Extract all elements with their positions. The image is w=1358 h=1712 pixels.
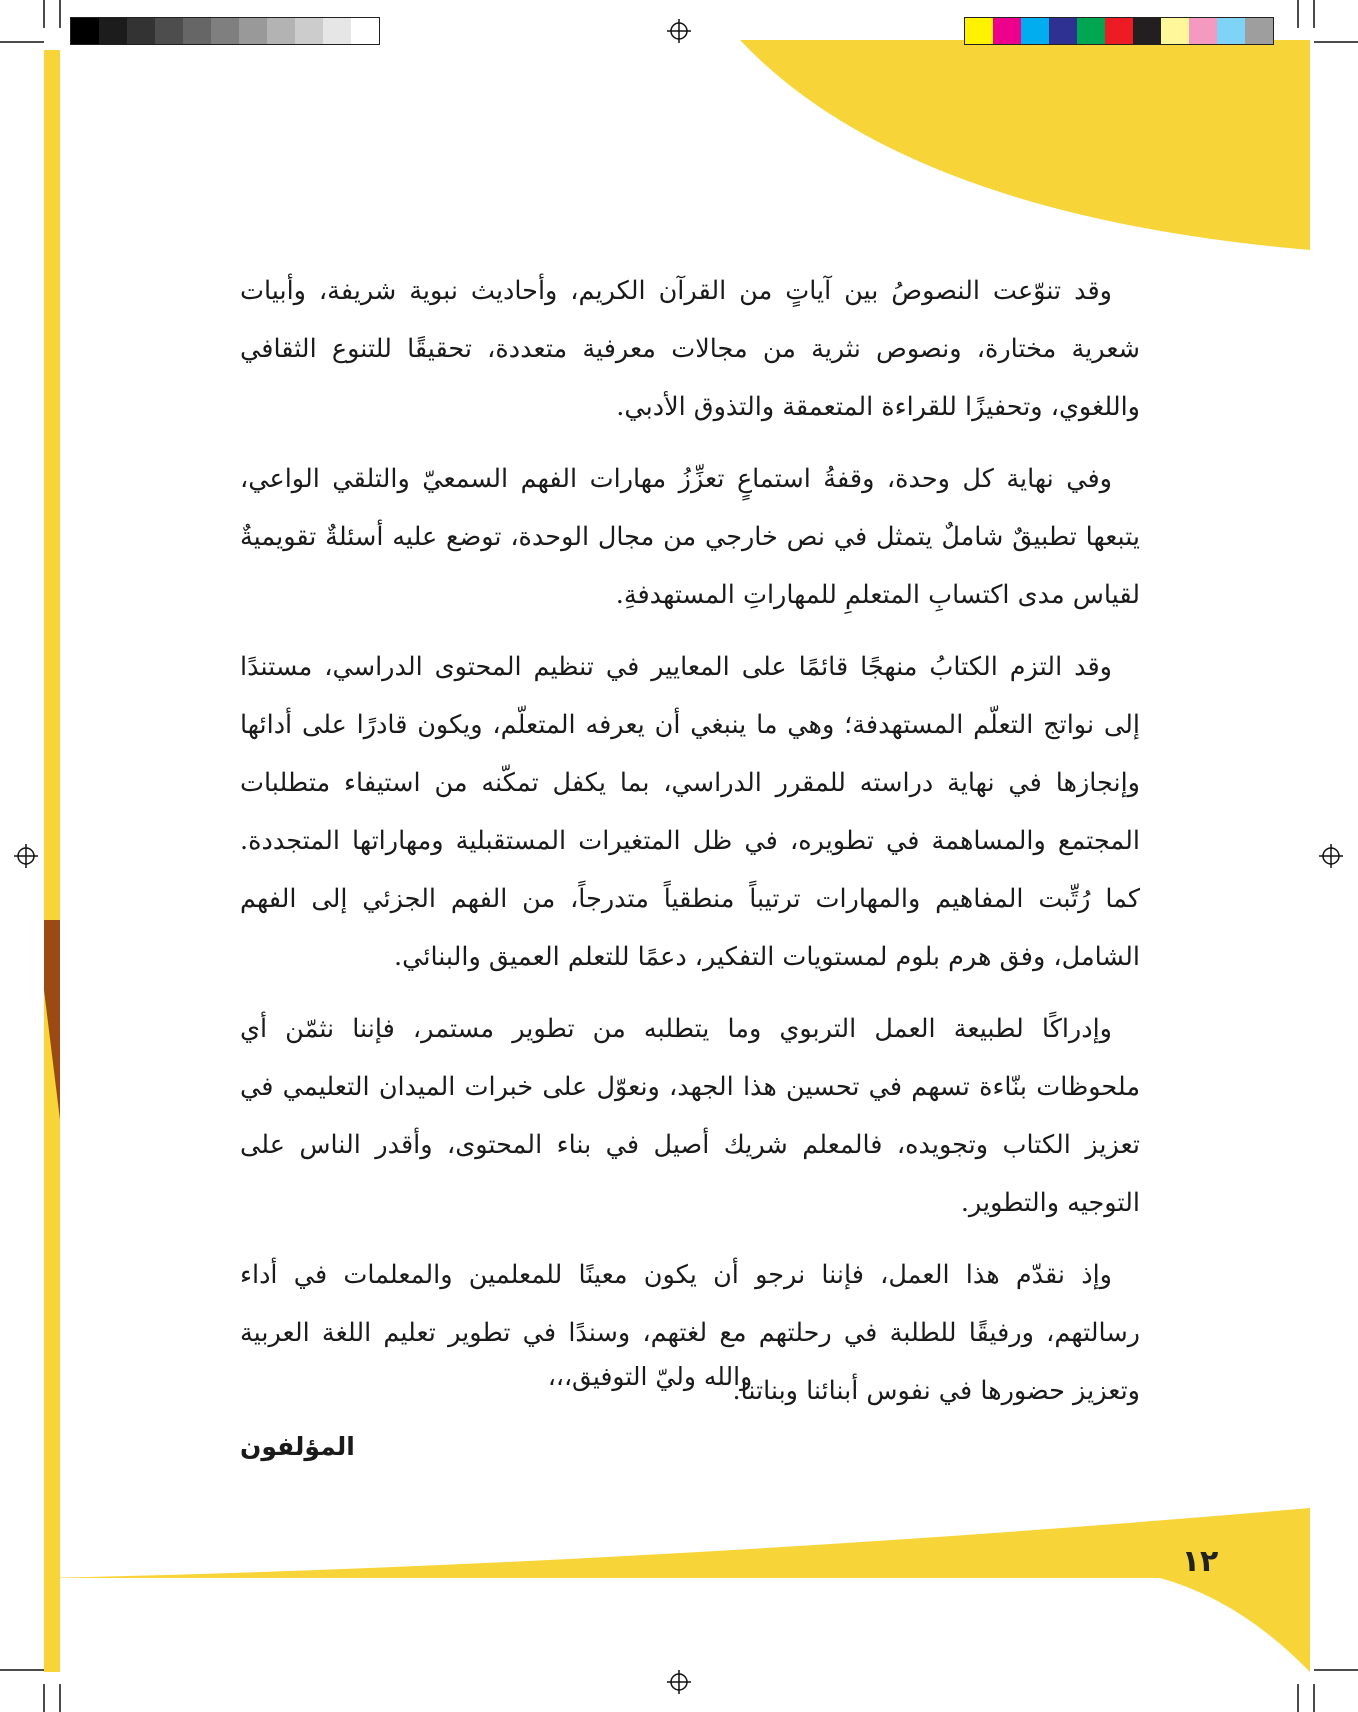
- paragraph-1: وقد تنوّعت النصوصُ بين آياتٍ من القرآن الكريم، وأحاديث نبوية شريفة، وأبيات شعرية مختارة، ونصوص نثرية من مجالات معرفية متعددة، تحقيقًا للتنوع الثقافي واللغوي، وتحفيزًا للقراءة المتعمقة والتذوق الأدبي.: [240, 276, 1140, 422]
- grey-swatch: [295, 18, 323, 44]
- color-swatch: [1161, 18, 1189, 44]
- paragraph-3: وقد التزم الكتابُ منهجًا قائمًا على المعايير في تنظيم المحتوى الدراسي، مستندًا إلى نواتج التعلّم المستهدفة؛ وهي ما ينبغي أن يعرفه المتعلّم، ويكون قادرًا على أدائها وإنجازها في نهاية دراسته للمقرر الدراسي، بما يكفل تمكّنه من استيفاء متطلبات المجتمع والمساهمة في تطويره، في ظل المتغيرات المستقبلية ومهاراتها المتجددة. كما رُتِّبت المفاهيم والمهارات ترتيباً منطقياً متدرجاً، من الفهم الجزئي إلى الفهم الشامل، وفق هرم بلوم لمستويات التفكير، دعمًا للتعلم العميق والبنائي.: [240, 652, 1140, 972]
- grey-scale-bar: [70, 17, 380, 45]
- body-text: [240, 262, 1140, 1434]
- color-swatch: [1245, 18, 1273, 44]
- grey-swatch: [267, 18, 295, 44]
- color-swatch: [993, 18, 1021, 44]
- left-yellow-band: [44, 50, 60, 1672]
- paragraph-4: وإدراكًا لطبيعة العمل التربوي وما يتطلبه من تطوير مستمر، فإننا نثمّن أي ملحوظات بنّاءة تسهم في تحسين هذا الجهد، ونعوّل على خبرات الميدان التعليمي في تعزيز الكتاب وتجويده، فالمعلم شريك أصيل في بناء المحتوى، وأقدر الناس على التوجيه والتطوير.: [240, 1014, 1140, 1218]
- color-swatch: [1217, 18, 1245, 44]
- grey-swatch: [183, 18, 211, 44]
- color-swatch: [1049, 18, 1077, 44]
- paragraph-2: وفي نهاية كل وحدة، وقفةُ استماعٍ تعزِّزُ مهارات الفهم السمعيّ والتلقي الواعي، يتبعها تطبيقٌ شاملٌ يتمثل في نص خارجي من مجال الوحدة، توضع عليه أسئلةٌ تقويميةٌ لقياس مدى اكتسابِ المتعلمِ للمهاراتِ المستهدفةِ.: [240, 464, 1140, 610]
- grey-swatch: [99, 18, 127, 44]
- color-swatch: [1133, 18, 1161, 44]
- color-swatch: [1105, 18, 1133, 44]
- bottom-yellow-swoosh: [44, 1508, 1310, 1672]
- registration-mark-left: [14, 844, 38, 868]
- grey-swatch: [211, 18, 239, 44]
- color-swatch: [1189, 18, 1217, 44]
- authors-signature: المؤلفون: [240, 1432, 355, 1461]
- grey-swatch: [239, 18, 267, 44]
- top-right-yellow-swoosh: [740, 40, 1310, 250]
- closing-line: والله وليّ التوفيق،،،: [547, 1362, 753, 1391]
- registration-mark-right: [1319, 844, 1343, 868]
- grey-swatch: [127, 18, 155, 44]
- color-swatch: [965, 18, 993, 44]
- registration-mark-top: [667, 19, 691, 43]
- grey-swatch: [351, 18, 379, 44]
- registration-mark-bottom: [667, 1670, 691, 1694]
- page-number: ١٢: [1181, 1544, 1219, 1579]
- color-scale-bar: [964, 17, 1274, 45]
- grey-swatch: [155, 18, 183, 44]
- grey-swatch: [323, 18, 351, 44]
- color-swatch: [1077, 18, 1105, 44]
- paragraph-5: وإذ نقدّم هذا العمل، فإننا نرجو أن يكون معينًا للمعلمين والمعلمات في أداء رسالتهم، ورفيقًا للطلبة في رحلتهم مع لغتهم، وسندًا في تطوير تعليم اللغة العربية وتعزيز حضورها في نفوس أبنائنا وبناتنا.: [240, 1260, 1140, 1406]
- grey-swatch: [71, 18, 99, 44]
- color-swatch: [1021, 18, 1049, 44]
